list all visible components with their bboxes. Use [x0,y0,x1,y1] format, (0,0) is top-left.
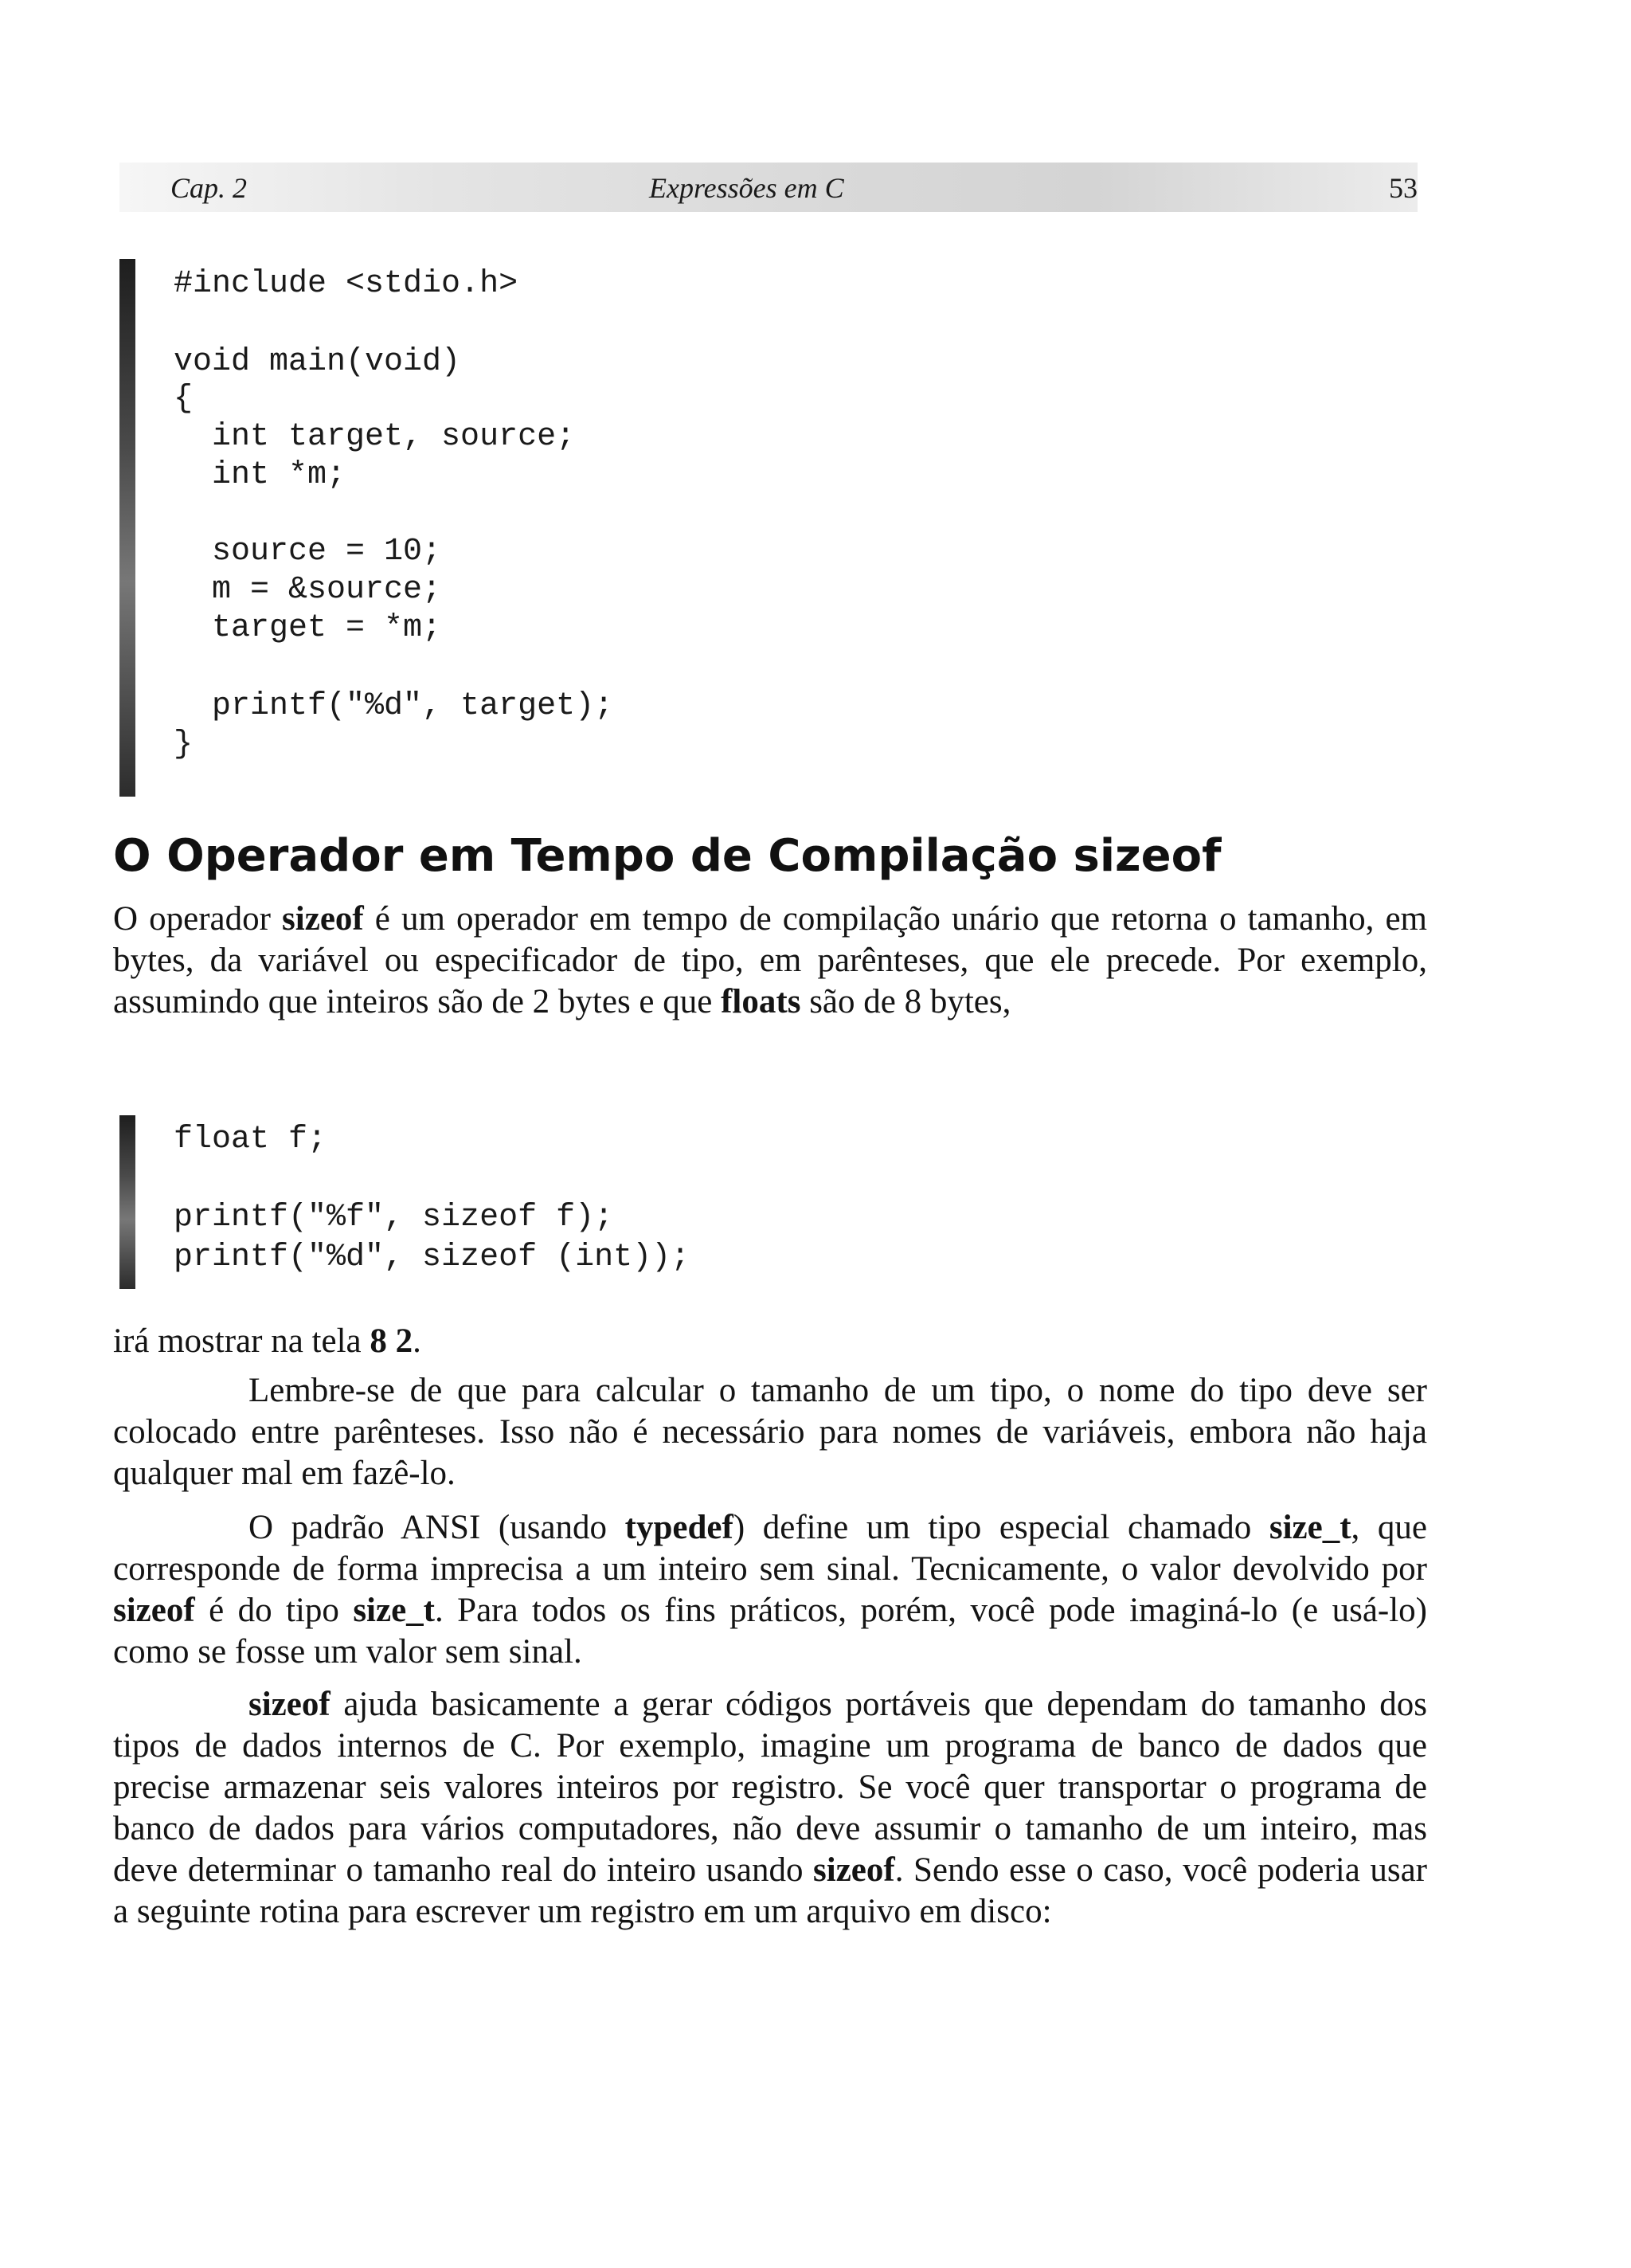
code-line: int target, source; [174,419,576,455]
code-line: printf("%d", sizeof (int)); [174,1240,690,1275]
page-number: 53 [1389,172,1418,204]
keyword-size-t: size_t [353,1592,435,1629]
code-line: printf("%d", target); [174,688,614,724]
keyword-sizeof: sizeof [282,900,364,938]
keyword-sizeof: sizeof [113,1592,195,1629]
running-header [119,163,1418,212]
code-line: #include <stdio.h> [174,266,518,302]
code-line: void main(void) [174,344,461,380]
paragraph: irá mostrar na tela 8 2. [113,1322,421,1360]
paragraph: sizeof ajuda basicamente a gerar códigos portáveis que dependam do tamanho dos tipos de dados internos de C. Por exemplo, imagine um programa de banco de dados que precise armazenar seis valores inteiros por registro. Se você quer transportar o programa de banco de dados para vários computadores, não deve assumir o tamanho de um inteiro, mas deve determinar o tamanho real do inteiro usando sizeof. Sendo esse o caso, você poderia usar a seguinte rotina para escrever um registro em um arquivo em disco: [113,1686,1427,1930]
code-line: int *m; [174,457,346,493]
code-block-marker [119,1115,135,1289]
code-line: printf("%f", sizeof f); [174,1200,614,1236]
code-line: } [174,727,194,762]
code-block-marker [119,259,135,797]
keyword-floats: floats [721,983,801,1020]
keyword-typedef: typedef [624,1509,733,1546]
code-line: source = 10; [174,534,442,570]
paragraph: O operador sizeof é um operador em tempo de compilação unário que retorna o tamanho, em bytes, da variável ou especificador de tipo, em parênteses, que ele precede. Por exemplo, assumindo que inteiros são de 2 bytes e que floats são de 8 bytes, [113,900,1427,1020]
code-line: m = &source; [174,572,442,608]
paragraph: O padrão ANSI (usando typedef) define um tipo especial chamado size_t, que corresponde de forma imprecisa a um inteiro sem sinal. Tecnicamente, o valor devolvido por sizeof é do tipo size_t. Para todos os fins práticos, porém, você pode imaginá-lo (e usá-lo) como se fosse um valor sem sinal. [113,1509,1427,1671]
code-line: target = *m; [174,610,442,646]
keyword-sizeof: sizeof [813,1851,895,1889]
paragraph: Lembre-se de que para calcular o tamanho de um tipo, o nome do tipo deve ser colocado entre parênteses. Isso não é necessário para nomes de variáveis, embora não haja qualquer mal em fazê-lo. [113,1372,1427,1492]
code-line: float f; [174,1122,327,1158]
keyword-size-t: size_t [1269,1509,1351,1546]
header-chapter: Cap. 2 [170,172,248,204]
output-value: 8 2 [370,1322,413,1360]
section-heading: O Operador em Tempo de Compilação sizeof [113,830,1222,882]
header-title: Expressões em C [649,172,844,204]
keyword-sizeof: sizeof [248,1686,331,1723]
code-line: { [174,381,194,417]
